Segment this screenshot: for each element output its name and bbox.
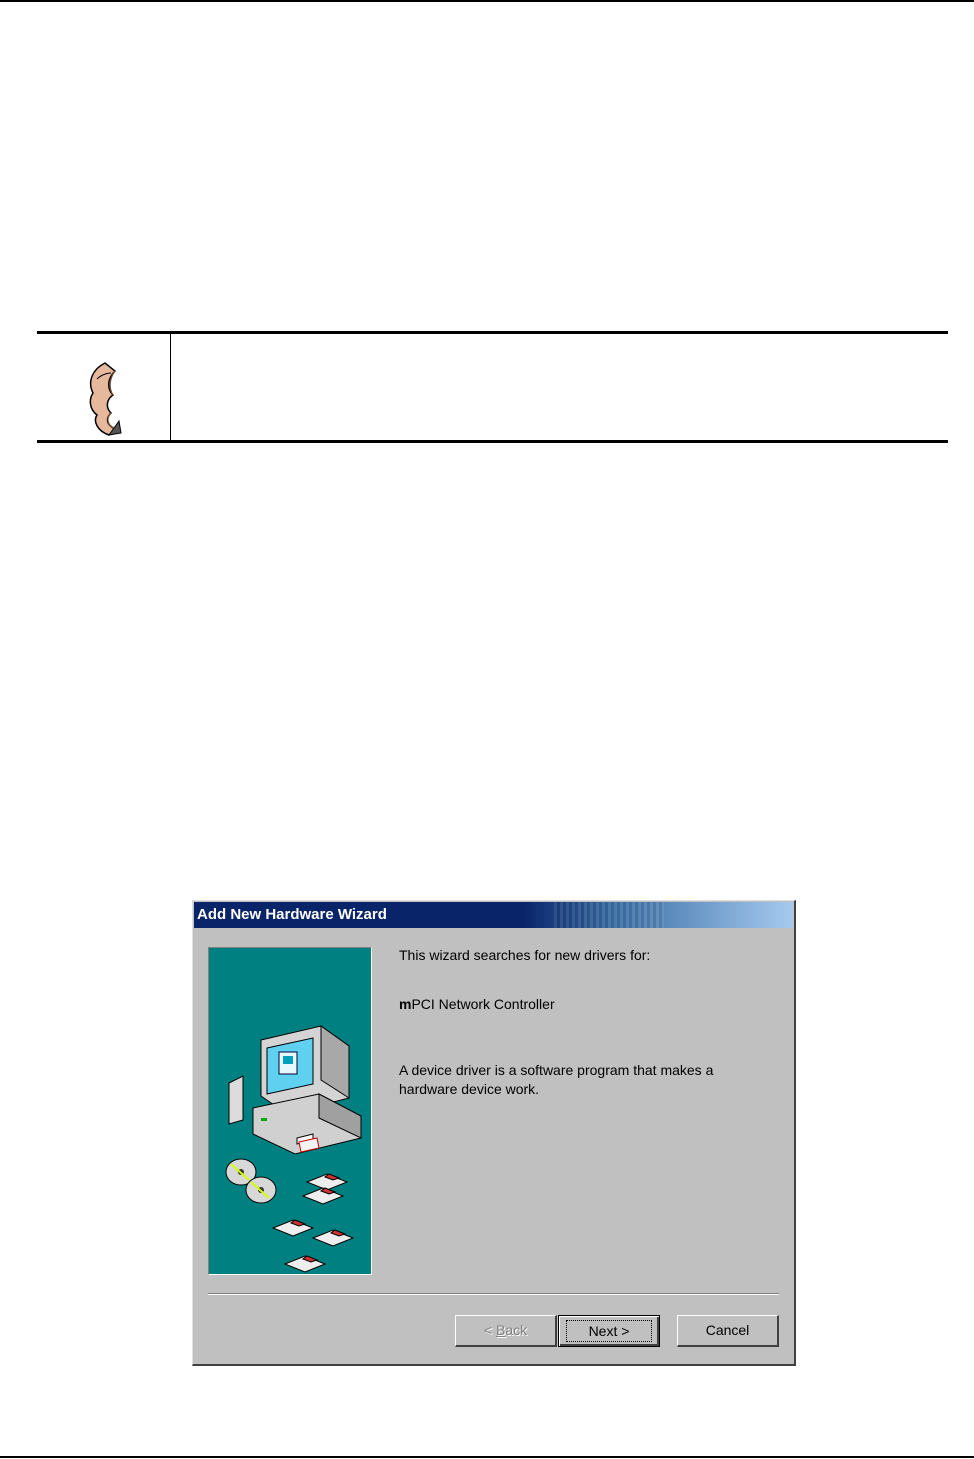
description-line-2: hardware device work. bbox=[399, 1081, 540, 1097]
add-new-hardware-wizard-dialog bbox=[192, 900, 796, 1366]
device-name bbox=[399, 996, 555, 1012]
quill-pen-hand-icon bbox=[83, 359, 127, 439]
wizard-titlebar[interactable] bbox=[194, 902, 793, 928]
wizard-illustration-panel bbox=[208, 947, 372, 1275]
note-table-top-border bbox=[37, 331, 948, 334]
wizard-intro-text: This wizard searches for new drivers for: bbox=[399, 947, 651, 963]
next-button[interactable]: Next > bbox=[558, 1315, 660, 1347]
note-table-bottom-border bbox=[37, 440, 948, 443]
button-separator bbox=[208, 1293, 779, 1295]
back-button[interactable]: < Back bbox=[455, 1315, 557, 1347]
cancel-button[interactable]: Cancel bbox=[677, 1315, 779, 1347]
header-rule bbox=[0, 0, 974, 2]
device-name-prefix: m bbox=[399, 996, 412, 1012]
computer-and-disks-illustration bbox=[209, 948, 371, 1274]
footer-rule bbox=[0, 1456, 974, 1458]
device-name-rest: PCI Network Controller bbox=[411, 996, 555, 1012]
note-table bbox=[37, 331, 948, 443]
wizard-title: Add New Hardware Wizard bbox=[197, 906, 387, 923]
note-table-divider bbox=[170, 334, 171, 440]
description-line-1: A device driver is a software program that makes a bbox=[399, 1062, 714, 1078]
